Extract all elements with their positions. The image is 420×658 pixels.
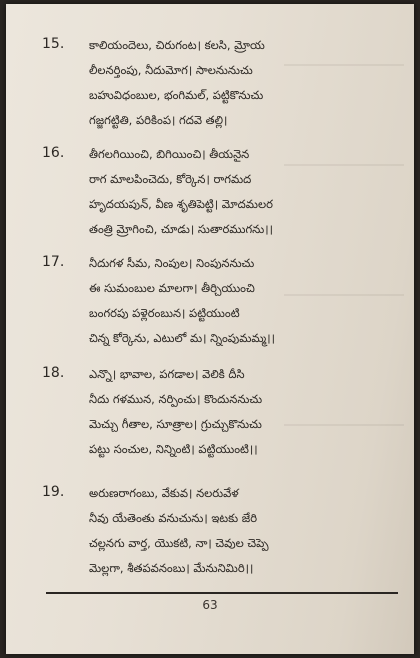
verse-line: పట్టు సంచుల, నిన్నింటి। పట్టియుంటి।।	[89, 442, 258, 456]
stanza-number: 18.	[42, 365, 65, 381]
stanza-number: 16.	[42, 145, 65, 161]
footer-rule	[46, 592, 398, 594]
verse-line: చిన్న కోర్కెను, ఎటులో మ। న్నింపుమమ్మ।।	[89, 331, 276, 345]
verse-line: మెచ్చు గీతాల, సూత్రాల। గ్రుచ్చుకొనుచు	[89, 417, 262, 431]
stanza-number: 19.	[42, 484, 65, 500]
verse-line: నీదుగళ సీమ, నింపుల। నింపుననుచు	[89, 256, 255, 270]
stanza-number: 17.	[42, 254, 65, 270]
verse-line: మెల్లగా, శీతపవనంబు। మేనునిమిరి।।	[89, 561, 254, 575]
verse-line: ఈ సుమంబుల మాలగా। తీర్చియుంచి	[89, 281, 255, 295]
verse-line: హృదయపున్, వీణ శృతిపెట్టి। మోదమలర	[89, 197, 273, 211]
verse-line: అరుణరాగంబు, వేకువ। నలరువేళ	[89, 486, 239, 500]
verse-line: లీలనర్తింపు, నీదుమోగ। సాలనునుచు	[89, 63, 253, 77]
page-number: 63	[202, 598, 218, 612]
verse-line: రాగ మాలపించెదు, కోర్కెన। రాగమద	[89, 172, 252, 186]
verse-line: తంత్రి మ్రోగించి, చూడు। సుతారముగను।।	[89, 222, 273, 236]
verse-line: కాలియందెలు, చిరుగంట। కలసి, మ్రోయ	[89, 38, 265, 52]
book-page	[6, 4, 414, 654]
verse-line: నీదు గళమున, నర్పించు। కొందుననుచు	[89, 392, 263, 406]
verse-line: తీగలగియించి, బిగియించి। తీయనైన	[89, 147, 250, 161]
verse-line: చల్లనగు వార్త, యొకటి, నా। చెవుల చెప్పె	[89, 536, 269, 550]
stanza-number: 15.	[42, 36, 65, 52]
verse-line: గజ్జగట్టితి, పరికింప। గదవె తల్లి।	[89, 113, 228, 127]
verse-line: నీవు యేతెంతు వనుచును। ఇటకు జేరి	[89, 511, 258, 525]
verse-line: బంగరపు పళ్లెరంబున। పట్టియుంటి	[89, 306, 240, 320]
verse-line: బహువిధంబుల, భంగిమల్, పట్టికొనుచు	[89, 88, 264, 102]
verse-line: ఎన్నొ। భావాల, పగడాల। వెలికి దీసి	[89, 367, 245, 381]
